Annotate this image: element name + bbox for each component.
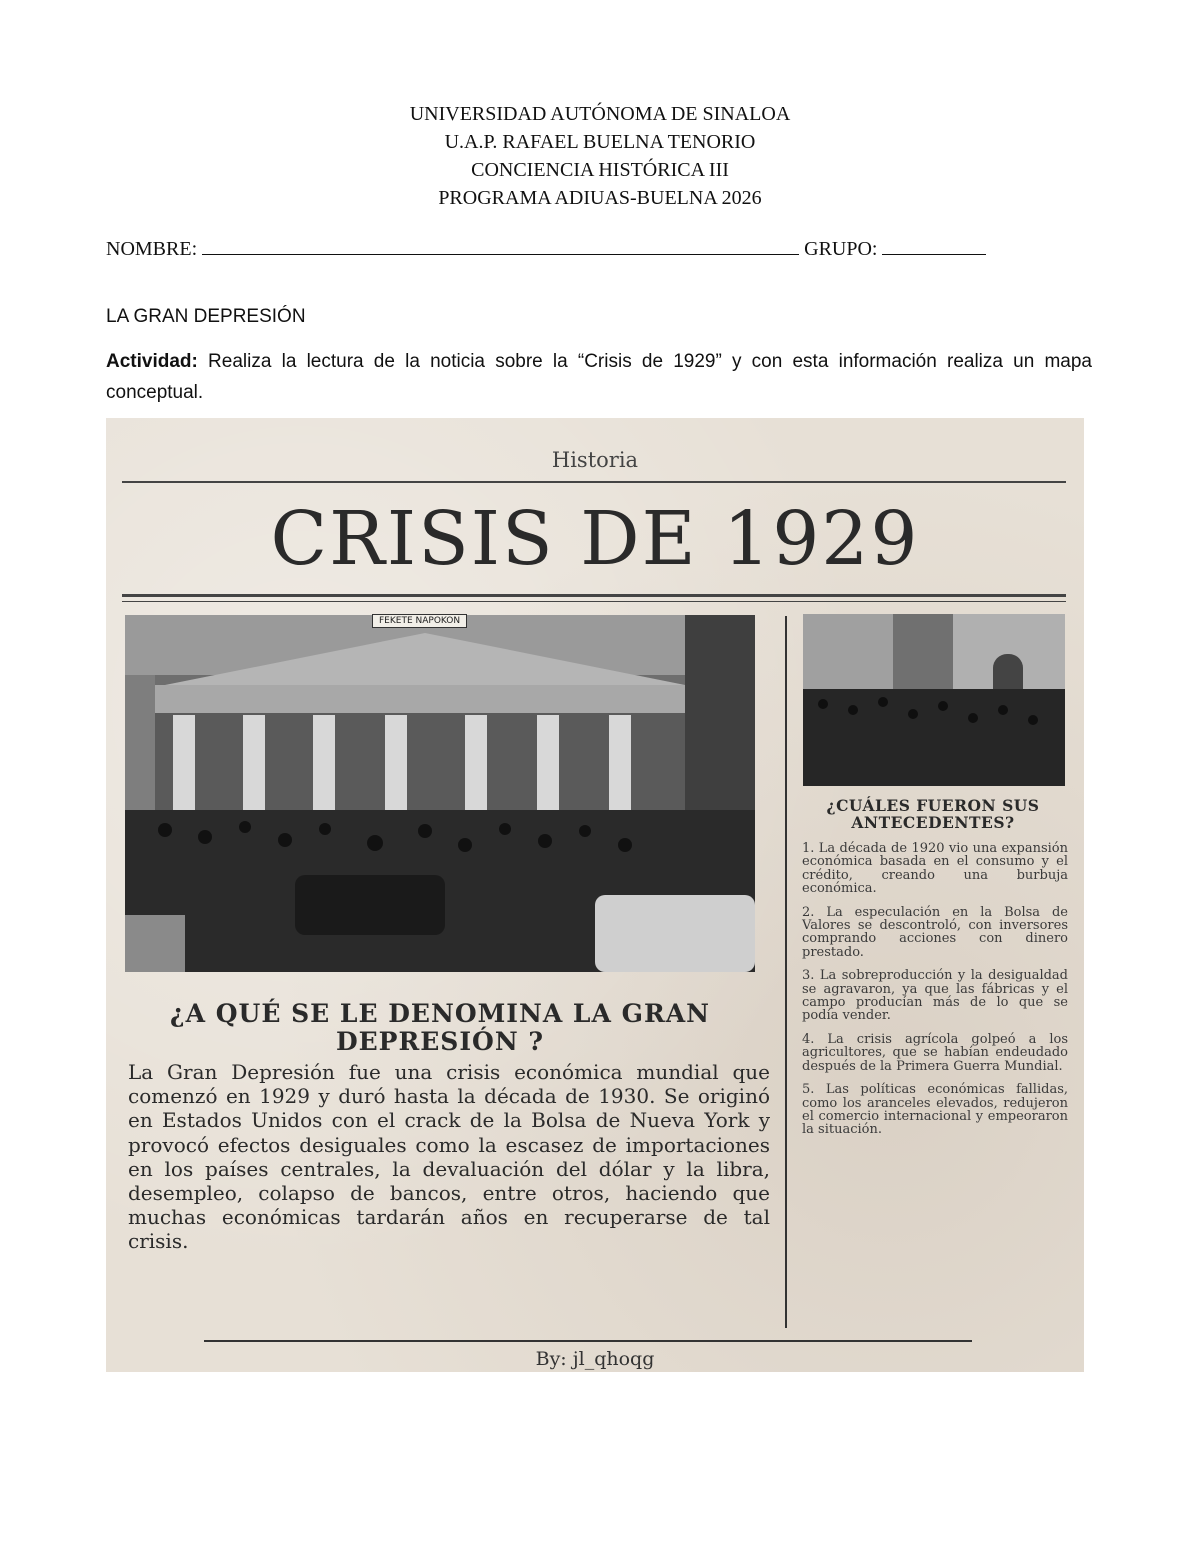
photo-tag: FEKETE NAPOKON [372,614,467,628]
group-label: GRUPO: [804,238,878,260]
title-rule-thick [122,594,1066,597]
activity-instructions [106,346,1092,408]
top-rule [122,481,1066,483]
left-body: La Gran Depresión fue una crisis económica mundial que comenzó en 1929 y duró hasta la década de 1930. Se originó en Estados Unidos con el crack de la Bolsa de Nueva York y provocó efectos desiguales como la escasez de importaciones en los países centrales, la devaluación del dólar y la libra, desempleo, colapso de bancos, entre otros, haciendo que muchas económicas tardarán años en recuperarse de tal crisis. [128,1060,770,1254]
section-title: LA GRAN DEPRESIÓN [106,306,306,327]
program-name: PROGRAMA ADIUAS-BUELNA 2026 [438,187,762,209]
antecedent-item: 5. Las políticas económicas fallidas, como los aranceles elevados, redujeron el comercio internacional y empeoraron la situación. [802,1082,1068,1138]
left-heading: ¿A QUÉ SE LE DENOMINA LA GRAN DEPRESIÓN ? [170,999,710,1056]
antecedent-item: 1. La década de 1920 vio una expansión económica basada en el consumo y el crédito, creando una burbuja económica. [802,841,1068,897]
name-group-line [106,236,986,261]
byline-rule [204,1340,972,1342]
crowd-illustration [803,614,1065,786]
stock-exchange-photo [125,615,755,972]
newspaper-kicker: Historia [551,448,639,472]
antecedents-list [802,842,1068,1147]
newspaper-title: CRISIS DE 1929 [270,496,920,582]
activity-label: Actividad: [106,351,198,372]
activity-text: Realiza la lectura de la noticia sobre la “Crisis de 1929” y con esta información realiza un mapa conceptual. [106,351,1092,403]
course-name: CONCIENCIA HISTÓRICA III [471,159,729,181]
stock-exchange-illustration [125,615,755,972]
antecedent-item: 3. La sobreproducción y la desigualdad se agravaron, ya que las fábricas y el campo producían más de lo que se podía vender. [802,968,1068,1024]
column-divider [785,616,787,1328]
crowd-photo [803,614,1065,786]
university-name: UNIVERSIDAD AUTÓNOMA DE SINALOA [409,103,791,125]
antecedent-item: 4. La crisis agrícola golpeó a los agricultores, que se habían endeudado después de la Primera Guerra Mundial. [802,1031,1068,1074]
title-rule-thin [122,601,1066,602]
group-blank[interactable] [882,236,986,255]
name-blank[interactable] [202,236,799,255]
antecedent-item: 2. La especulación en la Bolsa de Valores se descontroló, con inversores comprando acciones con dinero prestado. [802,904,1068,960]
school-name: U.A.P. RAFAEL BUELNA TENORIO [444,131,756,153]
newspaper-image [106,418,1084,1372]
right-heading: ¿CUÁLES FUERON SUS ANTECEDENTES? [826,796,1040,832]
document-header [0,100,1200,212]
byline: By: jl_qhoqg [535,1348,655,1370]
name-label: NOMBRE: [106,238,198,260]
